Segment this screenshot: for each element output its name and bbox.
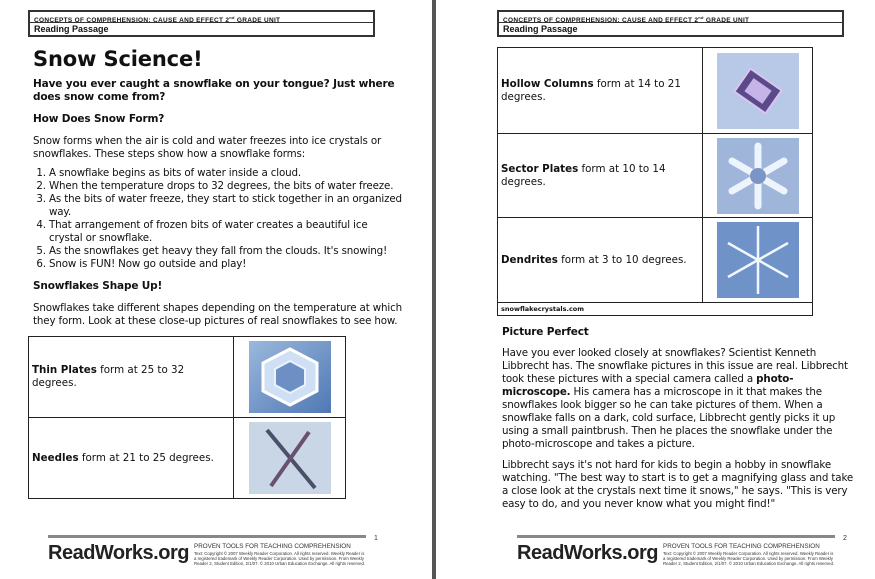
page-number: 2 — [843, 535, 847, 542]
heading-shape: Snowflakes Shape Up! — [33, 280, 163, 292]
paragraph-form: Snow forms when the air is cold and water freezes into ice crystals or snowflakes. These steps show how a snowflake forms: — [33, 135, 382, 160]
table-row — [498, 218, 813, 303]
shape-name: Sector Plates — [501, 162, 579, 175]
page-2 — [436, 0, 875, 579]
photo-microscope-term: photo-microscope. — [502, 373, 794, 398]
shape-name: Needles — [32, 451, 79, 464]
table-row — [498, 303, 813, 316]
para-text: His camera has a microscope in it that makes the snowflakes look bigger so he can take pictures of them. When a snowflake falls on a dark, cold surface, Libbrecht gently picks it up using a small paintbrush. Then he places the snowflake under the photo-microscope and takes a picture. — [502, 386, 836, 450]
step: 2. When the temperature drops to 32 degrees, the bits of water freeze. — [49, 180, 404, 193]
steps-list — [33, 167, 404, 271]
needle-snowflake-image — [249, 422, 331, 494]
page-2-content — [497, 316, 855, 511]
paragraph-picture — [502, 347, 855, 451]
unit-title: CONCEPTS OF COMPREHENSION: CAUSE AND EFFECT 2 — [503, 17, 699, 25]
snowflake-table — [28, 336, 346, 499]
heading-picture-perfect: Picture Perfect — [502, 326, 589, 338]
step: 6. Snow is FUN! Now go outside and play! — [49, 258, 404, 271]
step: 5. As the snowflakes get heavy they fall from the clouds. It's snowing! — [49, 245, 404, 258]
section-label: Reading Passage — [503, 24, 578, 34]
footer-rule — [48, 535, 366, 538]
tagline: PROVEN TOOLS FOR TEACHING COMPREHENSION — [194, 543, 351, 550]
dendrite-snowflake-image — [717, 222, 799, 298]
shape-text: form at 14 to 21 degrees. — [501, 77, 681, 103]
step: 1. A snowflake begins as bits of water inside a cloud. — [49, 167, 404, 180]
footer-rule — [517, 535, 835, 538]
table-row — [29, 337, 346, 418]
intro: Have you ever caught a snowflake on your tongue? Just where does snow come from? — [33, 78, 395, 103]
section-label: Reading Passage — [34, 24, 109, 34]
unit-sup: nd — [229, 15, 235, 20]
tagline: PROVEN TOOLS FOR TEACHING COMPREHENSION — [663, 543, 820, 550]
hexagon-plate-snowflake-image — [249, 341, 331, 413]
unit-title: CONCEPTS OF COMPREHENSION: CAUSE AND EFFECT 2 — [34, 17, 230, 25]
table-row — [29, 418, 346, 499]
readworks-logo: ReadWorks.org — [517, 542, 658, 564]
step: 3. As the bits of water freeze, they start to stick together in an organized way. — [49, 193, 404, 219]
unit-tail: GRADE UNIT — [703, 17, 750, 25]
table-row — [498, 48, 813, 134]
footer — [517, 535, 835, 575]
page-title: Snow Science! — [33, 47, 203, 71]
shape-text: form at 3 to 10 degrees. — [557, 253, 687, 266]
footer-area — [497, 529, 855, 575]
image-source: snowflakecrystals.com — [498, 303, 813, 316]
shape-text: form at 25 to 32 degrees. — [32, 364, 185, 389]
shape-name: Dendrites — [501, 253, 558, 266]
sector-plate-snowflake-image — [717, 138, 799, 214]
footer-area — [28, 529, 404, 575]
unit-sup: nd — [698, 15, 704, 20]
hollow-column-snowflake-image — [717, 53, 799, 129]
unit-tail: GRADE UNIT — [234, 17, 281, 25]
unit-header — [497, 10, 844, 37]
page-1-content — [28, 37, 404, 336]
readworks-logo: ReadWorks.org — [48, 542, 189, 564]
step: 4. That arrangement of frozen bits of water creates a beautiful ice crystal or snowflake. — [49, 219, 404, 245]
shape-text: form at 21 to 25 degrees. — [78, 451, 214, 464]
para-text: Have you ever looked closely at snowflakes? Scientist Kenneth Libbrecht has. The snowflake pictures in this issue are real. Libbrecht took these pictures with a special camera called a — [502, 347, 848, 385]
copyright: Text: Copyright © 2007 Weekly Reader Corporation. All rights reserved. Weekly Reader is a registered trademark of Weekly Reader Corporation. Used by permission. From Weekly Reader 2, Student Edition, 2/1/07. © 2010 Urban Education Exchange. All rights reserved. — [194, 551, 366, 566]
paragraph-shape: Snowflakes take different shapes depending on the temperature at which they form. Look at these close-up pictures of real snowflakes to see how. — [33, 302, 402, 327]
table-row — [498, 134, 813, 218]
page-1 — [0, 0, 432, 579]
shape-name: Thin Plates — [32, 364, 97, 376]
heading-how-form: How Does Snow Form? — [33, 113, 165, 125]
shape-name: Hollow Columns — [501, 77, 594, 90]
paragraph-hobby: Libbrecht says it's not hard for kids to begin a hobby in snowflake watching. "The best way to start is to get a magnifying glass and take a close look at the crystals next time it snows," he says. "This is very easy to do, and you never know what you might find!" — [502, 459, 854, 510]
snowflake-table — [497, 47, 813, 316]
unit-header — [28, 10, 375, 37]
page-number: 1 — [374, 535, 378, 542]
footer — [48, 535, 366, 575]
copyright: Text: Copyright © 2007 Weekly Reader Corporation. All rights reserved. Weekly Reader is a registered trademark of Weekly Reader Corporation. Used by permission. From Weekly Reader 2, Student Edition, 2/1/07. © 2010 Urban Education Exchange. All rights reserved. — [663, 551, 835, 566]
shape-text: form at 10 to 14 degrees. — [501, 162, 666, 188]
